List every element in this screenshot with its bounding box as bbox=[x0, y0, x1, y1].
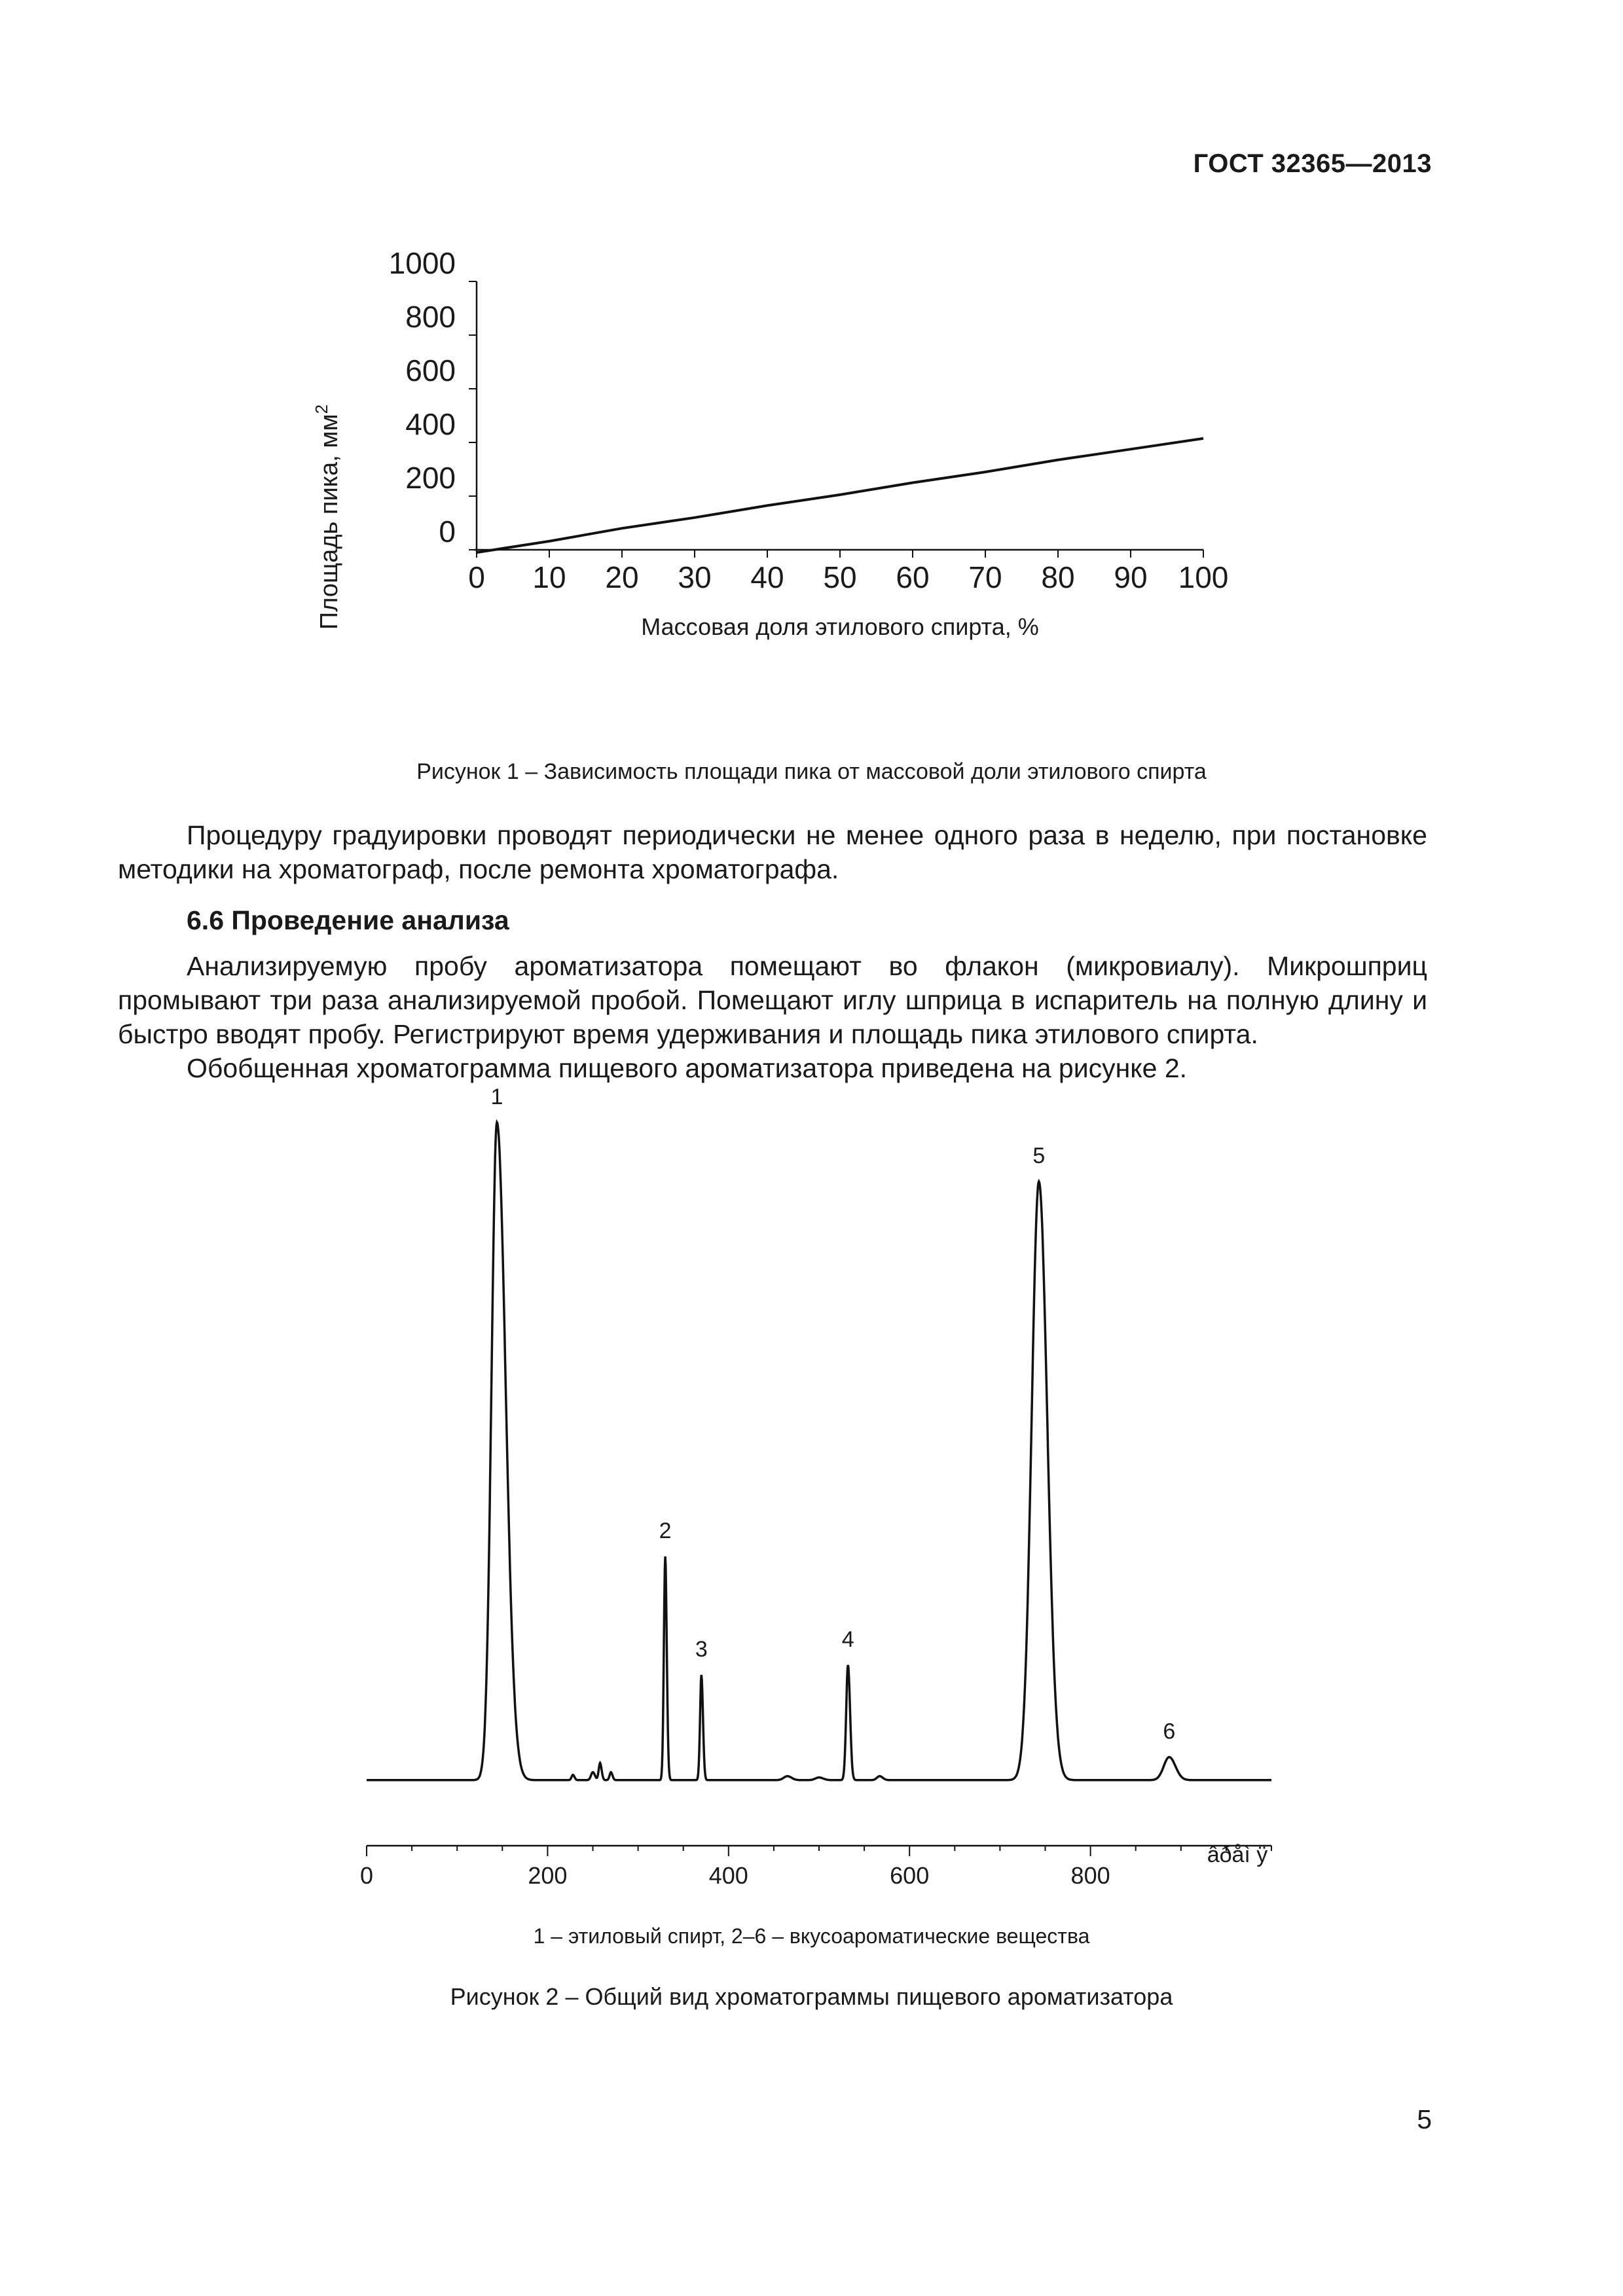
x-axis-label: Массовая доля этилового спирта, % bbox=[641, 613, 1039, 640]
peak-label: 3 bbox=[695, 1636, 708, 1662]
y-tick-label: 400 bbox=[405, 407, 456, 441]
section-title: 6.6 Проведение анализа bbox=[187, 905, 509, 935]
x-tick-label: 0 bbox=[468, 560, 485, 594]
figure2-legend: 1 – этиловый спирт, 2–6 – вкусоароматические вещества bbox=[533, 1924, 1090, 1948]
x-tick-label: 90 bbox=[1114, 560, 1148, 594]
y-tick-label: 800 bbox=[405, 300, 456, 334]
peak-label: 1 bbox=[490, 1084, 503, 1109]
x-tick-label: 30 bbox=[678, 560, 712, 594]
paragraph-calibration: Процедуру градуировки проводят периодически не менее одного раза в неделю, при постановке методики на хроматограф, после ремонта хроматографа. bbox=[118, 820, 1427, 884]
x-tick-label: 20 bbox=[605, 560, 639, 594]
calibration-line bbox=[477, 439, 1203, 552]
page-number: 5 bbox=[1417, 2104, 1432, 2134]
y-axis-label: Площадь пика, $мм^2$ bbox=[312, 404, 343, 630]
y-tick-label: 1000 bbox=[388, 246, 456, 280]
y-tick-label: 0 bbox=[439, 514, 456, 548]
x-tick-label: 200 bbox=[528, 1862, 568, 1889]
x-tick-label: 10 bbox=[532, 560, 566, 594]
x-tick-label: 0 bbox=[359, 1862, 374, 1889]
figure2-caption: Рисунок 2 – Общий вид хроматограммы пищевого ароматизатора bbox=[450, 1983, 1173, 2010]
x-axis-label: âðåì ÿ bbox=[1207, 1842, 1268, 1867]
peak-label: 5 bbox=[1032, 1143, 1046, 1169]
x-tick-label: 800 bbox=[1070, 1862, 1110, 1889]
x-tick-label: 100 bbox=[1178, 560, 1229, 594]
x-tick-label: 40 bbox=[750, 560, 784, 594]
figure1-chart bbox=[0, 216, 1623, 674]
x-tick-label: 600 bbox=[890, 1862, 930, 1889]
x-tick-label: 400 bbox=[708, 1862, 748, 1889]
y-tick-label: 600 bbox=[405, 353, 456, 387]
document-code: ГОСТ 32365—2013 bbox=[1193, 149, 1432, 178]
y-tick-label: 200 bbox=[405, 461, 456, 495]
paragraph-chromatogram: Обобщенная хроматограмма пищевого ароматизатора приведена на рисунке 2. bbox=[187, 1053, 1188, 1083]
figure1-caption: Рисунок 1 – Зависимость площади пика от массовой доли этилового спирта bbox=[416, 759, 1207, 784]
x-tick-label: 50 bbox=[823, 560, 857, 594]
chromatogram-trace bbox=[367, 1122, 1271, 1780]
peak-label: 6 bbox=[1163, 1719, 1176, 1744]
figure2-chart bbox=[0, 1084, 1623, 1905]
paragraph-analysis: Анализируемую пробу ароматизатора помещают во флакон (микровиалу). Микрошприц промывают три раза анализируемой пробой. Помещают иглу шприца в испаритель на полную длину и быстро вводят пробу. Регистрируют время удерживания и площадь пика этилового спирта. bbox=[118, 951, 1427, 1049]
x-tick-label: 60 bbox=[896, 560, 930, 594]
x-tick-label: 80 bbox=[1041, 560, 1075, 594]
x-tick-label: 70 bbox=[968, 560, 1002, 594]
peak-label: 2 bbox=[659, 1518, 672, 1544]
y-axis-label-superscript: 2 bbox=[312, 404, 331, 414]
peak-label: 4 bbox=[841, 1626, 854, 1652]
